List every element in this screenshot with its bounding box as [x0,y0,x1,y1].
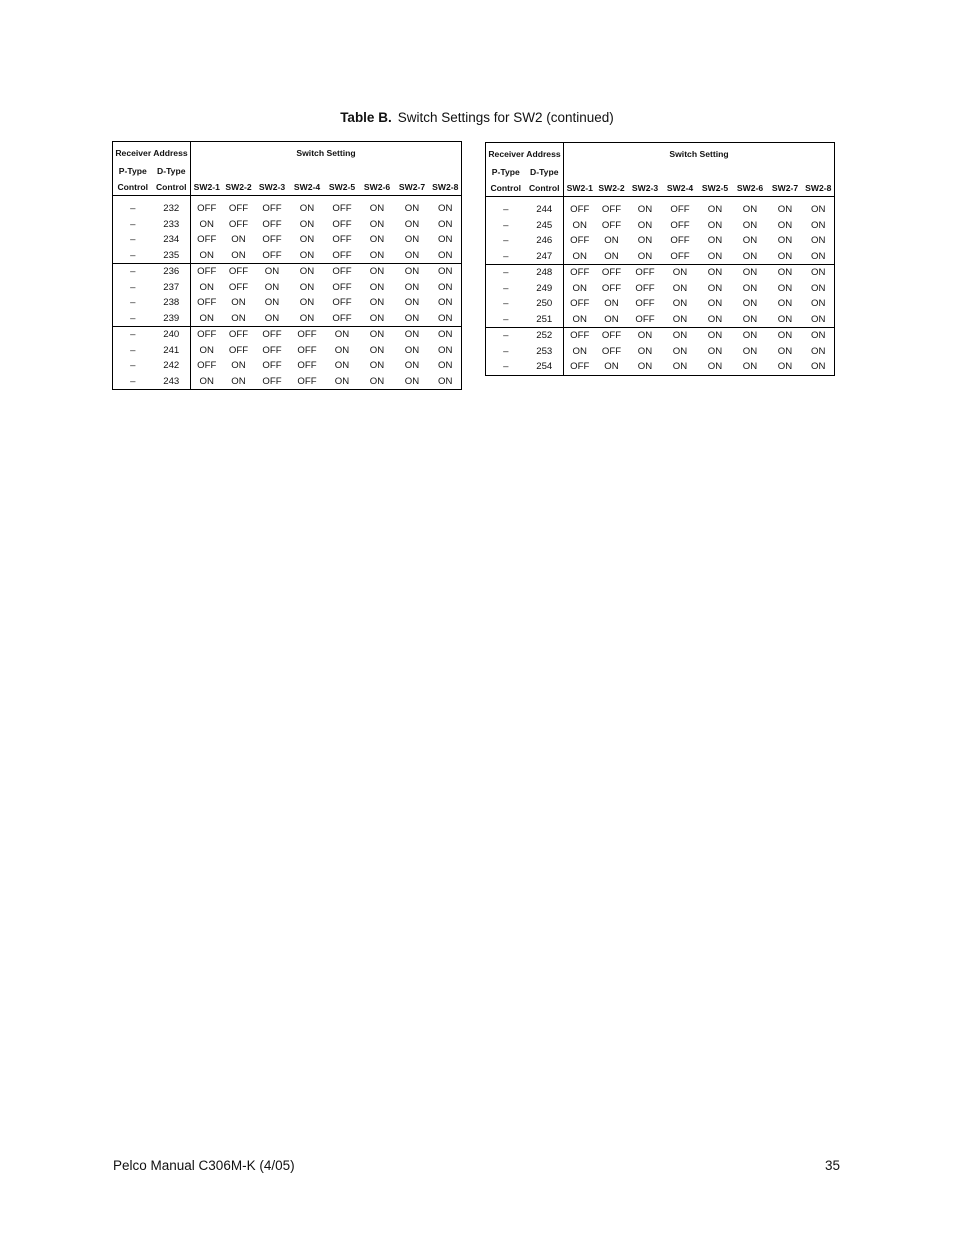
switch-value-cell: OFF [670,235,690,247]
table-row [486,249,835,265]
switch-value-cell: ON [438,344,453,356]
switch-value-cell: OFF [628,265,663,281]
switch-column-header: SW2-5 [698,179,733,197]
switch-value-cell: ON [231,360,246,372]
p-type-cell: – [130,249,136,261]
table-caption-label: Table B. [340,110,392,125]
switch-value-cell: OFF [670,204,690,216]
switch-value-cell: ON [369,281,385,293]
switch-value-cell: ON [672,298,688,310]
switch-value-cell: ON [430,327,462,343]
d-type-cell: 244 [526,202,564,218]
p-type-cell: – [503,250,509,262]
p-type-cell: – [486,265,526,281]
switch-value-cell: OFF [191,327,223,343]
switch-value-cell: ON [663,328,698,344]
switch-value-cell: ON [742,235,758,247]
switch-value-cell: ON [777,235,793,247]
d-type-cell: 241 [153,343,191,359]
switch-value-cell: ON [264,312,280,324]
d-type-cell: 243 [153,374,191,390]
switch-value-cell: ON [811,204,826,216]
switch-value-cell: ON [299,281,315,293]
switch-value-cell: OFF [332,281,352,293]
switch-column-header: SW2-2 [596,179,628,197]
switch-value-cell: ON [404,234,420,246]
switch-value-cell: ON [707,219,723,231]
switch-value-cell: ON [672,282,688,294]
switch-value-cell: ON [404,297,420,309]
switch-value-cell: ON [777,313,793,325]
switch-value-cell: ON [707,361,723,373]
switch-value-cell: ON [768,265,803,281]
switch-value-cell: ON [369,344,385,356]
switch-value-cell: ON [438,375,453,387]
switch-value-cell: OFF [635,282,655,294]
switch-value-cell: ON [604,235,619,247]
switch-value-cell: ON [811,219,826,231]
switch-value-cell: ON [299,218,315,230]
switch-value-cell: ON [777,204,793,216]
d-type-cell: 246 [526,233,564,249]
switch-value-cell: OFF [262,375,282,387]
table-caption [0,110,954,125]
switch-value-cell: ON [637,250,653,262]
switch-value-cell: OFF [297,375,317,387]
p-type-cell: – [503,282,509,294]
p-type-cell: – [113,264,153,280]
switch-value-cell: ON [299,297,315,309]
switch-column-header: SW2-7 [395,178,430,196]
switch-value-cell: ON [395,264,430,280]
switch-value-cell: ON [777,361,793,373]
switch-value-cell: ON [707,345,723,357]
switch-value-cell: ON [742,361,758,373]
switch-value-cell: ON [742,298,758,310]
d-type-cell: 242 [153,358,191,374]
switch-value-cell: ON [264,281,280,293]
switch-value-cell: OFF [262,360,282,372]
switch-value-cell: OFF [332,203,352,215]
switch-value-cell: OFF [297,360,317,372]
d-type-cell: 253 [526,344,564,360]
p-type-cell: – [130,297,136,309]
p-type-cell: – [130,375,136,387]
switch-value-cell: OFF [228,218,249,230]
switch-value-cell: ON [369,218,385,230]
switch-value-cell: OFF [228,281,249,293]
d-type-cell: 247 [526,249,564,265]
switch-value-cell: OFF [290,327,325,343]
switch-value-cell: ON [199,375,214,387]
switch-value-cell: ON [811,298,826,310]
p-type-cell: – [503,219,509,231]
switch-value-cell: ON [404,344,420,356]
switch-value-cell: ON [811,235,826,247]
switch-column-header: SW2-5 [325,178,360,196]
table-row [113,358,462,374]
switch-value-cell: ON [811,250,826,262]
switch-value-cell: ON [438,249,453,261]
switch-value-cell: ON [811,313,826,325]
table-row [113,232,462,248]
p-type-cell: – [130,344,136,356]
switch-value-cell: ON [369,375,385,387]
switch-value-cell: ON [637,235,653,247]
table-row [486,281,835,297]
d-type-cell: 236 [153,264,191,280]
d-type-header: D-Type [153,164,191,178]
p-type-cell: – [503,204,509,216]
switch-value-cell: ON [404,218,420,230]
table-row [113,374,462,390]
switch-value-cell: OFF [332,312,352,324]
switch-value-cell: ON [404,281,420,293]
switch-value-cell: ON [604,298,619,310]
switch-value-cell: ON [707,313,723,325]
switch-value-cell: ON [395,327,430,343]
switch-value-cell: OFF [564,265,596,281]
switch-setting-header: Switch Setting [296,148,356,158]
switch-value-cell: ON [231,249,246,261]
switch-column-header: SW2-3 [255,178,290,196]
switch-value-cell: ON [199,218,214,230]
table-row [486,296,835,312]
p-type-control-header: Control [113,178,153,196]
switch-value-cell: OFF [332,249,352,261]
switch-value-cell: OFF [670,219,690,231]
switch-value-cell: ON [672,313,688,325]
d-type-header: D-Type [526,165,564,179]
p-type-cell: – [113,327,153,343]
switch-value-cell: ON [811,282,826,294]
switch-value-cell: ON [404,375,420,387]
d-type-cell: 252 [526,328,564,344]
p-type-cell: – [130,360,136,372]
table-row [486,328,835,344]
p-type-header: P-Type [491,167,520,177]
switch-settings-table-2 [485,142,835,376]
switch-value-cell: ON [698,328,733,344]
switch-value-cell: OFF [197,297,217,309]
d-type-cell: 240 [153,327,191,343]
switch-value-cell: ON [199,249,214,261]
p-type-cell: – [503,235,509,247]
switch-value-cell: OFF [601,345,622,357]
switch-value-cell: OFF [228,203,249,215]
p-type-control-header: Control [486,179,526,197]
switch-setting-header: Switch Setting [669,149,729,159]
switch-value-cell: OFF [223,264,255,280]
switch-value-cell: OFF [596,328,628,344]
table-row [486,233,835,249]
switch-value-cell: ON [404,203,420,215]
switch-value-cell: ON [803,328,835,344]
table-row [113,280,462,296]
d-type-cell: 245 [526,218,564,234]
switch-value-cell: ON [199,312,214,324]
switch-value-cell: OFF [635,313,655,325]
switch-value-cell: ON [742,204,758,216]
switch-value-cell: OFF [197,203,217,215]
table-caption-text: Switch Settings for SW2 (continued) [397,110,614,125]
switch-value-cell: ON [299,203,315,215]
switch-value-cell: ON [255,264,290,280]
switch-value-cell: OFF [332,234,352,246]
p-type-header: P-Type [118,166,147,176]
switch-value-cell: ON [231,297,246,309]
switch-column-header: SW2-6 [360,178,395,196]
switch-value-cell: ON [438,360,453,372]
switch-value-cell: ON [604,361,619,373]
switch-value-cell: ON [360,327,395,343]
d-type-cell: 250 [526,296,564,312]
p-type-cell: – [503,298,509,310]
switch-value-cell: ON [637,204,653,216]
switch-value-cell: ON [572,219,587,231]
table-row [486,359,835,375]
switch-value-cell: OFF [262,203,282,215]
switch-value-cell: ON [369,360,385,372]
switch-value-cell: ON [572,282,587,294]
d-type-cell: 233 [153,217,191,233]
footer-page-number: 35 [824,1158,840,1173]
switch-value-cell: ON [572,250,587,262]
switch-column-header: SW2-1 [191,178,223,196]
switch-value-cell: OFF [255,327,290,343]
switch-value-cell: ON [334,344,350,356]
switch-value-cell: ON [231,234,246,246]
table-row [486,312,835,328]
switch-value-cell: ON [438,234,453,246]
table-row [113,311,462,327]
switch-value-cell: OFF [570,204,590,216]
switch-value-cell: OFF [197,360,217,372]
switch-value-cell: ON [742,345,758,357]
switch-settings-table-1 [112,141,462,390]
d-type-cell: 249 [526,281,564,297]
table-row [113,264,462,280]
switch-value-cell: ON [290,264,325,280]
switch-value-cell: ON [334,375,350,387]
switch-value-cell: ON [777,250,793,262]
switch-column-header: SW2-4 [290,178,325,196]
switch-value-cell: OFF [601,219,622,231]
switch-column-header: SW2-3 [628,179,663,197]
switch-value-cell: OFF [262,249,282,261]
switch-value-cell: ON [742,282,758,294]
p-type-cell: – [130,312,136,324]
switch-column-header: SW2-4 [663,179,698,197]
switch-value-cell: OFF [601,204,622,216]
switch-value-cell: ON [369,297,385,309]
switch-column-header: SW2-6 [733,179,768,197]
table-row [486,218,835,234]
switch-value-cell: ON [325,327,360,343]
d-type-cell: 251 [526,312,564,328]
switch-value-cell: ON [742,219,758,231]
switch-value-cell: ON [360,264,395,280]
switch-value-cell: ON [742,313,758,325]
table-row [113,217,462,233]
table-row [486,265,835,281]
switch-value-cell: ON [803,265,835,281]
switch-value-cell: ON [628,328,663,344]
switch-value-cell: ON [707,282,723,294]
switch-value-cell: OFF [223,327,255,343]
switch-value-cell: ON [264,297,280,309]
switch-value-cell: OFF [570,235,590,247]
switch-value-cell: ON [733,265,768,281]
d-type-cell: 239 [153,311,191,327]
d-type-cell: 232 [153,201,191,217]
switch-value-cell: ON [707,235,723,247]
switch-value-cell: ON [438,297,453,309]
switch-value-cell: ON [768,328,803,344]
switch-value-cell: OFF [332,218,352,230]
switch-value-cell: ON [572,345,587,357]
switch-value-cell: ON [604,250,619,262]
switch-value-cell: ON [572,313,587,325]
switch-value-cell: OFF [332,297,352,309]
switch-value-cell: ON [369,249,385,261]
switch-value-cell: ON [672,361,688,373]
switch-value-cell: OFF [570,298,590,310]
switch-value-cell: ON [438,218,453,230]
switch-column-header: SW2-2 [223,178,255,196]
receiver-address-header: Receiver Address [113,142,191,165]
switch-value-cell: OFF [601,282,622,294]
d-type-cell: 248 [526,265,564,281]
switch-value-cell: ON [369,312,385,324]
switch-column-header: SW2-7 [768,179,803,197]
switch-value-cell: ON [438,312,453,324]
switch-value-cell: OFF [670,250,690,262]
switch-value-cell: OFF [596,265,628,281]
switch-value-cell: ON [199,281,214,293]
switch-value-cell: ON [430,264,462,280]
switch-value-cell: OFF [564,328,596,344]
switch-value-cell: ON [369,234,385,246]
p-type-cell: – [486,328,526,344]
table-row [486,344,835,360]
switch-value-cell: ON [299,249,315,261]
switch-value-cell: ON [733,328,768,344]
switch-value-cell: ON [742,250,758,262]
table-row [113,248,462,264]
switch-value-cell: OFF [262,234,282,246]
p-type-cell: – [130,234,136,246]
p-type-cell: – [503,313,509,325]
p-type-cell: – [130,281,136,293]
switch-value-cell: ON [811,361,826,373]
switch-value-cell: ON [777,298,793,310]
switch-value-cell: ON [637,345,653,357]
switch-value-cell: ON [438,203,453,215]
switch-value-cell: OFF [197,234,217,246]
switch-value-cell: OFF [228,344,249,356]
switch-value-cell: ON [777,282,793,294]
d-type-cell: 238 [153,295,191,311]
footer-manual-title: Pelco Manual C306M-K (4/05) [113,1158,295,1173]
table-row [486,202,835,218]
switch-value-cell: ON [299,312,315,324]
switch-value-cell: ON [404,249,420,261]
switch-value-cell: OFF [262,218,282,230]
switch-value-cell: ON [604,313,619,325]
switch-value-cell: ON [811,345,826,357]
header-blank-cell [191,164,462,178]
table-row [113,201,462,217]
switch-value-cell: ON [438,281,453,293]
d-type-cell: 237 [153,280,191,296]
switch-value-cell: ON [404,312,420,324]
switch-value-cell: ON [698,265,733,281]
switch-value-cell: ON [199,344,214,356]
switch-value-cell: ON [231,375,246,387]
switch-value-cell: ON [672,345,688,357]
switch-column-header: SW2-1 [564,179,596,197]
switch-value-cell: ON [637,219,653,231]
p-type-cell: – [503,361,509,373]
d-type-cell: 254 [526,359,564,375]
table-row [113,295,462,311]
receiver-address-header: Receiver Address [486,143,564,166]
d-type-cell: 235 [153,248,191,264]
switch-value-cell: OFF [635,298,655,310]
table-row [113,327,462,343]
switch-value-cell: ON [334,360,350,372]
switch-column-header: SW2-8 [430,178,462,196]
switch-value-cell: OFF [325,264,360,280]
switch-value-cell: OFF [570,361,590,373]
d-type-cell: 234 [153,232,191,248]
header-blank-cell [564,165,835,179]
switch-value-cell: ON [707,298,723,310]
switch-value-cell: ON [369,203,385,215]
switch-value-cell: ON [777,219,793,231]
switch-value-cell: ON [231,312,246,324]
switch-column-header: SW2-8 [803,179,835,197]
switch-value-cell: OFF [191,264,223,280]
switch-value-cell: ON [299,234,315,246]
p-type-cell: – [503,345,509,357]
switch-value-cell: ON [663,265,698,281]
table-row [113,343,462,359]
switch-value-cell: ON [637,361,653,373]
d-type-control-header: Control [153,178,191,196]
switch-value-cell: ON [707,250,723,262]
p-type-cell: – [130,203,136,215]
p-type-cell: – [130,218,136,230]
switch-value-cell: OFF [297,344,317,356]
switch-value-cell: OFF [262,344,282,356]
d-type-control-header: Control [526,179,564,197]
switch-value-cell: ON [404,360,420,372]
switch-value-cell: ON [707,204,723,216]
switch-value-cell: ON [777,345,793,357]
